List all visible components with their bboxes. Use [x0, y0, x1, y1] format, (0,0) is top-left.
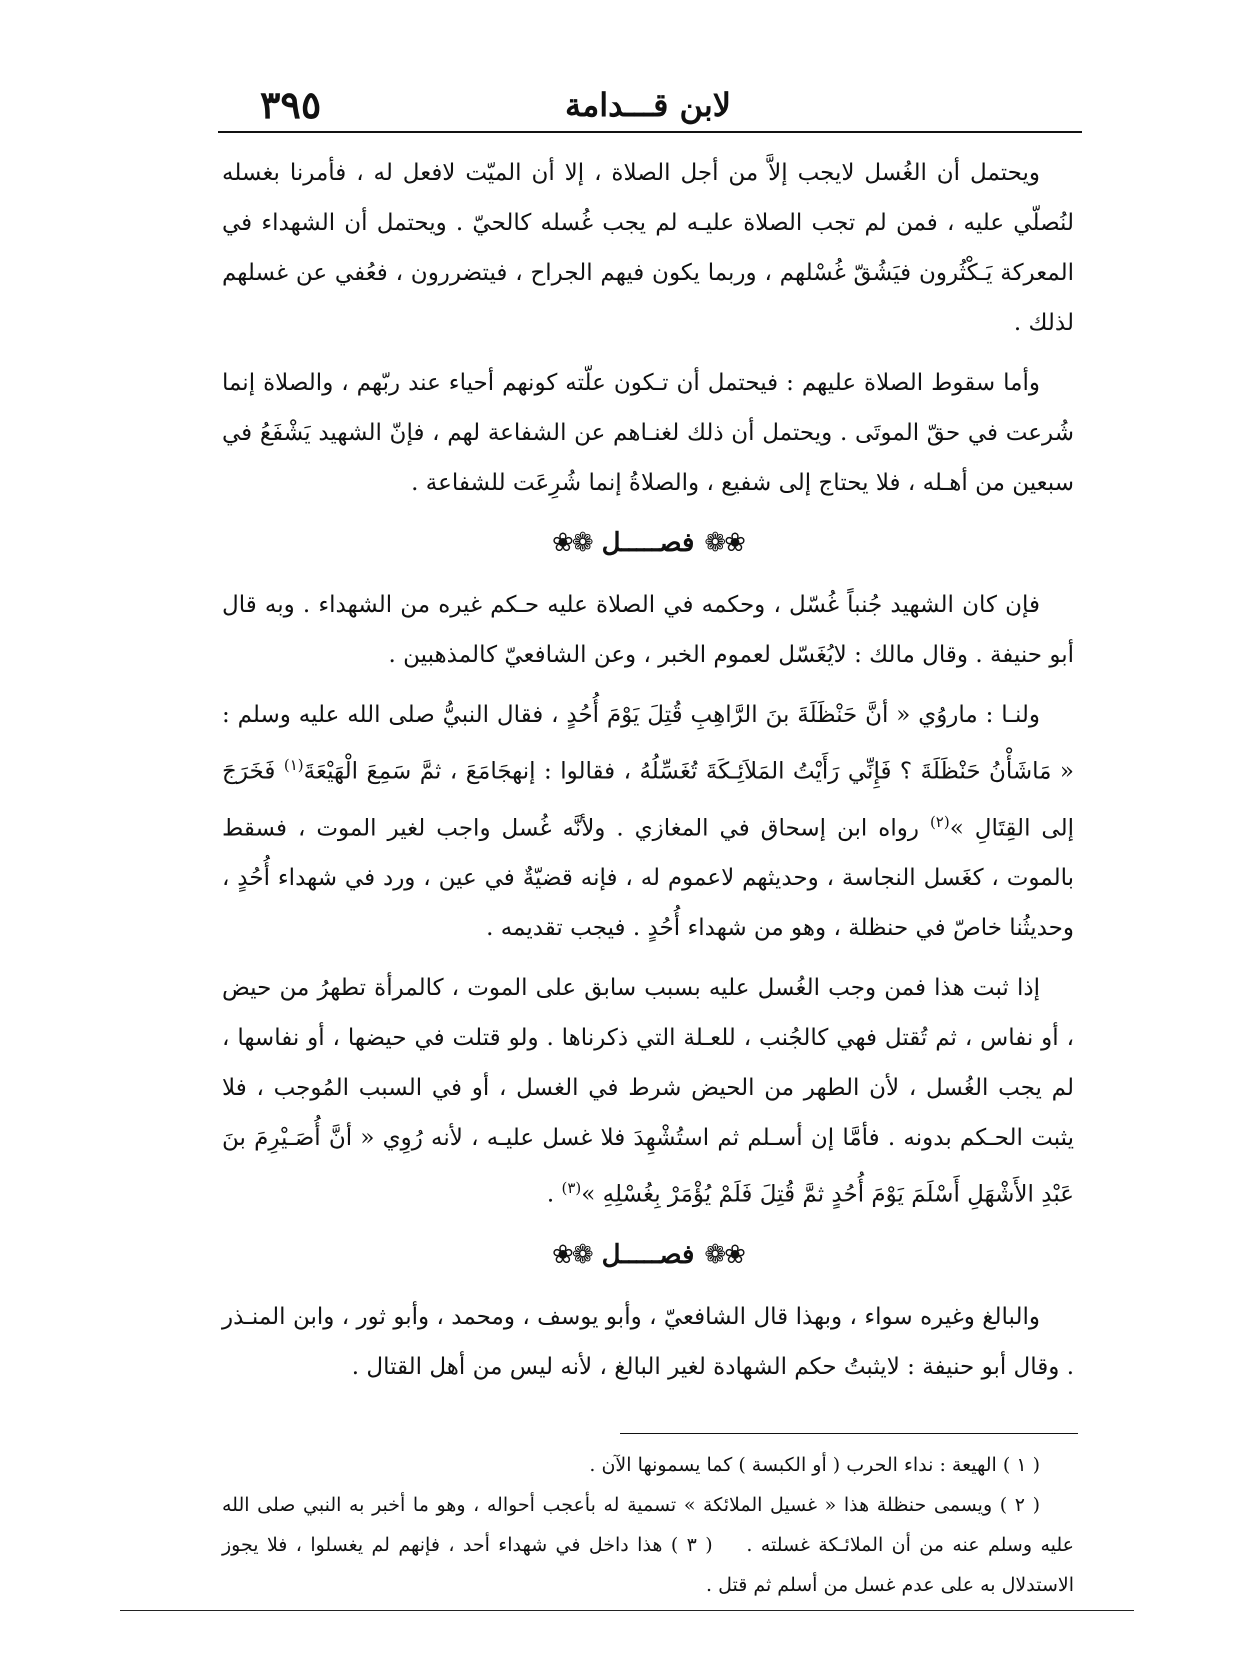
- footnote: [222, 1485, 1074, 1605]
- section-heading: [222, 518, 1074, 568]
- footnote-marker: (٣): [561, 1179, 582, 1198]
- page-header: [218, 78, 1078, 132]
- section-heading: [222, 1230, 1074, 1280]
- section-title: فصـــــل: [601, 1239, 695, 1270]
- bottom-rule: [120, 1610, 1134, 1611]
- footnotes: [222, 1445, 1074, 1605]
- paragraph-text: فَخَرَجَ إلى القِتَالِ »: [222, 758, 1074, 842]
- running-title: لابن قـــدامة: [564, 86, 732, 124]
- footnote-marker: (٢): [929, 812, 950, 831]
- footnote-text: ( ٣ ) هذا داخل في شهداء أحد ، فإنهم لم يغسلوا ، فلا يجوز الاستدلال به على عدم غسل من أسلم ثم قتل .: [222, 1534, 1074, 1596]
- paragraph: فإن كان الشهيد جُنباً غُسّل ، وحكمه في الصلاة عليه حـكم غيره من الشهداء . وبه قال أبو حنيفة . وقال مالك : لايُغَسّل لعموم الخبر ، وعن الشافعيّ كالمذهبين .: [222, 592, 1074, 668]
- footnote-marker: (١): [283, 756, 304, 774]
- paragraph: [222, 690, 1074, 953]
- ornament-icon: ❁❀: [552, 528, 592, 558]
- section-title: فصـــــل: [601, 528, 695, 558]
- paragraph: [222, 963, 1074, 1220]
- paragraph-text: .: [546, 1181, 562, 1208]
- ornament-icon: ❀❁: [704, 528, 744, 558]
- footnote: ( ١ ) الهيعة : نداء الحرب ( أو الكبسة ) كما يسمونها الآن .: [589, 1454, 1040, 1476]
- footnote-rule: [620, 1433, 1078, 1434]
- paragraph-text: ولنـا : ماروُي « أنَّ حَنْظَلَةَ بنَ الرَّاهِبِ قُتِلَ يَوْمَ أُحُدٍ ، فقال النبيُّ صلى الله عليه وسلم : « مَاشَأْنُ حَنْظَلَةَ ؟ فَإِنِّي رَأَيْتُ المَلاَئِـكَةَ تُغَسِّلُهُ ، فقالوا : إنهجَامَعَ ، ثمَّ سَمِعَ الْهَيْعَةَ: [222, 702, 1075, 785]
- paragraph-text: إذا ثبت هذا فمن وجب الغُسل عليه بسبب سابق على الموت ، كالمرأة تطهرُ من حيض ، أو نفاس ، ثم تُقتل فهي كالجُنب ، للعـلة التي ذكرناها . ولو قتلت في حيضها ، أو نفاسها ، لم يجب الغُسل ، لأن الطهر من الحيض شرط في الغسل ، أو في السبب المُوجب ، فلا يثبت الحـكم بدونه . فأمَّا إن أسـلم ثم استُشْهِدَ فلا غسل عليـه ، لأنه رُوِي « أنَّ أُصَـيْرِمَ بنَ عَبْدِ الأَشْهَلِ أَسْلَمَ يَوْمَ أُحُدٍ ثمَّ قُتِلَ فَلَمْ يُؤْمَرْ بِغُسْلِهِ »: [222, 975, 1074, 1208]
- paragraph-text: رواه ابن إسحاق في المغازي . ولأنَّه غُسل واجب لغير الموت ، فسقط بالموت ، كغَسل النجاسة ، وحديثهم لاعموم له ، فإنه قضيّةٌ في عين ، ورد في شهداء أُحُدٍ ، وحديثُنا خاصّ في حنظلة ، وهو من شهداء أُحُدٍ . فيجب تقديمه .: [222, 815, 1074, 942]
- ornament-icon: ❁❀: [552, 1239, 592, 1270]
- header-rule: [218, 131, 1082, 133]
- ornament-icon: ❀❁: [704, 1239, 744, 1270]
- paragraph: ويحتمل أن الغُسل لايجب إلاَّ من أجل الصلاة ، إلا أن الميّت لافعل له ، فأمرنا بغسله لنُصلّي عليه ، فمن لم تجب الصلاة عليـه لم يجب غُسله كالحيّ . ويحتمل أن الشهداء في المعركة يَـكْثُرون فيَشُقّ غُسْلهم ، وربما يكون فيهم الجراح ، فيتضررون ، فعُفي عن غسلهم لذلك .: [222, 160, 1074, 336]
- page-number: ٣٩٥: [260, 82, 322, 127]
- main-text: [222, 148, 1074, 1402]
- footnote-text: ( ٢ ) ويسمى حنظلة هذا « غسيل الملائكة » تسمية له بأعجب أحواله ، وهو ما أخبر به النبي صلى الله عليه وسلم عنه من أن الملائـكة غسلته .: [222, 1494, 1074, 1556]
- paragraph: والبالغ وغيره سواء ، وبهذا قال الشافعيّ ، وأبو يوسف ، ومحمد ، وأبو ثور ، وابن المنـذر . وقال أبو حنيفة : لايثبتُ حكم الشهادة لغير البالغ ، لأنه ليس من أهل القتال .: [222, 1303, 1074, 1380]
- paragraph: وأما سقوط الصلاة عليهم : فيحتمل أن تـكون علّته كونهم أحياء عند ربّهم ، والصلاة إنما شُرعت في حقّ الموتَى . ويحتمل أن ذلك لغنـاهم عن الشفاعة لهم ، فإنّ الشهيد يَشْفَعُ في سبعين من أهـله ، فلا يحتاج إلى شفيع ، والصلاةُ إنما شُرِعَت للشفاعة .: [222, 370, 1074, 496]
